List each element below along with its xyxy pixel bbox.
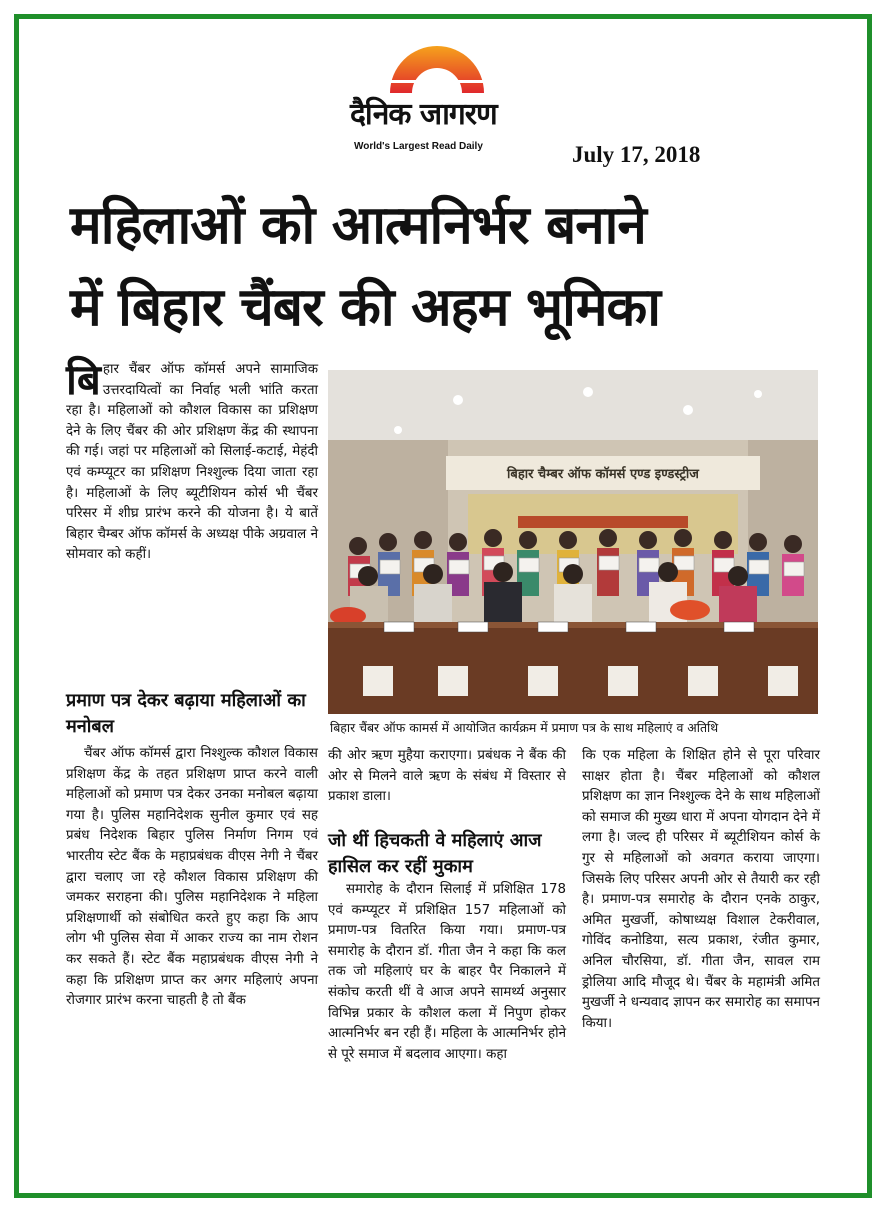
intro-paragraph (66, 355, 318, 566)
dropcap: बि (66, 355, 101, 404)
column-1-text: चैंबर ऑफ कॉमर्स द्वारा निश्शुल्क कौशल विकास प्रशिक्षण केंद्र के तहत प्रशिक्षण प्राप्त करने वाली महिलाओं को प्रमाण पत्र देकर उनका मनोबल बढ़ाया गया है। पुलिस महानिदेशक सुनील कुमार एवं सह प्रबंध निदेशक बिहार पुलिस निर्माण निगम एवं भारतीय स्टेट बैंक के महाप्रबंधक वीएस नेगी ने चैंबर द्वारा चलाए जा रहे कौशल विकास प्रशिक्षण की जमकर सराहना की। पुलिस महानिदेशक ने महिला प्रशिक्षणार्थी को संबोधित करते हुए कहा कि आप लोग भी पुलिस सेवा में आकर राज्य का नाम रोशन कर सकते हैं। स्टेट बैंक महाप्रबंधक वीएस नेगी ने कहा कि प्रशिक्षण प्राप्त कर अगर महिलाएं अपना रोजगार प्रारंभ करना चाहती है तो बैंक (66, 746, 318, 1009)
photo-caption: बिहार चैंबर ऑफ कामर्स में आयोजित कार्यक्रम में प्रमाण पत्र के साथ महिलाएं व अतिथि (330, 720, 719, 735)
logo-sun-icon (388, 44, 486, 93)
intro-text: हार चैंबर ऑफ कॉमर्स अपने सामाजिक उत्तरदायित्वों का निर्वाह भली भांति करता रहा है। महिलाओं को कौशल विकास का प्रशिक्षण देने के लिए चैंबर की ओर प्रशिक्षण केंद्र की स्थापना की गई। जहां पर महिलाओं को सिलाई-कटाई, मेहंदी एवं कम्प्यूटर का प्रशिक्षण निश्शुल्क दिया जाता रहा है। महिलाओं के लिए ब्यूटीशियन कोर्स भी चैंबर परिसर में शीघ्र प्रारंभ करने की योजना है। ये बातें बिहार चैम्बर ऑफ कॉमर्स के अध्यक्ष पीके अग्रवाल ने सोमवार को कहीं। (66, 362, 318, 563)
publication-date: July 17, 2018 (572, 142, 701, 167)
subheading-1: प्रमाण पत्र देकर बढ़ाया महिलाओं का मनोबल (66, 690, 306, 737)
column-3-text: कि एक महिला के शिक्षित होने से पूरा परिवार साक्षर होता है। चैंबर महिलाओं को कौशल प्रशिक्षण का ज्ञान निश्शुल्क देने के साथ महिलाओं को समाज की मुख्य धारा में अपना योगदान देने में लगा है। जल्द ही परिसर में ब्यूटीशियन कोर्स के गुर से महिलाओं को अवगत कराया जाएगा। जिसके लिए परिसर अपनी ओर से तैयारी कर रही है। प्रमाण-पत्र समारोह के दौरान एनके ठाकुर, अमित मुखर्जी, कोषाध्यक्ष विशाल टेकरीवाल, गोविंद कनोडिया, सत्य प्रकाश, रंजीत कुमार, अनिल चौरसिया, डॉ. गीता जैन, सावल राम ड्रोलिया आदि मौजूद थे। चैंबर के महामंत्री अमित मुखर्जी ने धन्यवाद ज्ञापन कर समारोह का समापन किया। (582, 748, 820, 1031)
headline-line-2: में बिहार चैंबर की अहम भूमिका (70, 277, 660, 338)
headline-line-1: महिलाओं को आत्मनिर्भर बनाने (70, 195, 646, 256)
photo-banner-text: बिहार चैम्बर ऑफ कॉमर्स एण्ड इण्डस्ट्रीज (507, 467, 699, 482)
masthead-name: दैनिक जागरण (350, 97, 497, 132)
column-2-text-top: की ओर ऋण मुहैया कराएगा। प्रबंधक ने बैंक की ओर से मिलने वाले ऋण के संबंध में विस्तार से प्रकाश डाला। (328, 748, 566, 805)
column-2-text-bottom: समारोह के दौरान सिलाई में प्रशिक्षित 178 एवं कम्प्यूटर में प्रशिक्षित 157 महिलाओं को प्रमाण-पत्र वितरित किया गया। प्रमाण-पत्र समारोह के दौरान डॉ. गीता जैन ने कहा कि कल तक जो महिलाएं घर के बाहर पैर निकालने में संकोच करती थीं वे आज अपने सामर्थ्य अनुसार विभिन्न प्रकार के कौशल कला में निपुण होकर आत्मनिर्भर बन रही हैं। महिला के आत्मनिर्भर होने से पूरे समाज में बदलाव आएगा। कहा (328, 882, 566, 1062)
masthead-tagline: World's Largest Read Daily (354, 141, 483, 152)
subheading-2: जो थीं हिचकती वे महिलाएं आज हासिल कर रहीं मुकाम (328, 830, 542, 877)
event-photo (328, 370, 818, 714)
